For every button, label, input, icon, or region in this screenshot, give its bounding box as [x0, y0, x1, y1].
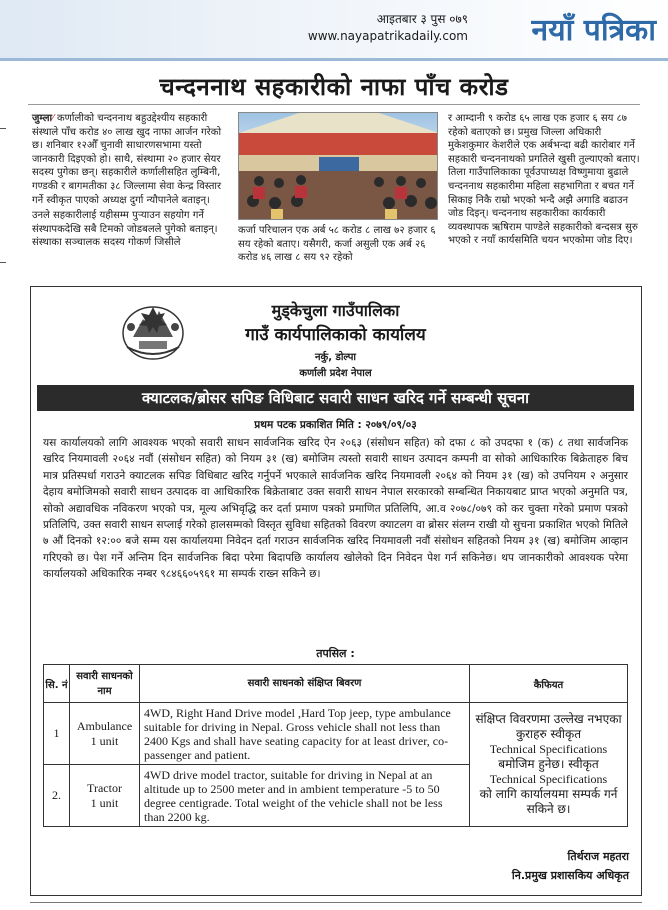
- photo-caption: कर्जा परिचालन एक अर्ब ५८ करोड ८ लाख ७२ हजार ६ सय रहेको बताए। यसैगरी, कर्जा असुली एक अर्ब २६ करोड ४६ लाख ८ सय ९२ रहेको: [238, 225, 436, 264]
- vehicle-name: Ambulance: [76, 718, 133, 733]
- details-heading: तपसिल :: [316, 647, 355, 660]
- article-paragraph: उनले सहकारीलाई यहीसम्म पुऱ्याउन सहयोग गर्ने संस्थापकदेखि सबै टिमको जोडबलले पुगेको बताइन्। संस्थाका सञ्चालक सदस्य गोकर्ण जिसीले: [32, 210, 218, 249]
- header-remarks: कैफियत: [470, 665, 628, 703]
- header-serial: सि. नं: [44, 665, 70, 703]
- province-name: कर्णाली प्रदेश नेपाल: [299, 368, 372, 379]
- header-description: सवारी साधनको संक्षिप्त बिवरण: [140, 665, 470, 703]
- article-column-1: जुम्ला⁄ कर्णालीको चन्दननाथ बहुउद्देश्यीय सहकारी संस्थाले पाँच करोड ४० लाख खुद नाफा आर्जन गरेको छ। शनिबार १२औँ चुनावी साधारणसभामा यस्तो जानकारी दिइएको हो। साथै, संस्थामा २० हजार सेयर सदस्य पुगेका छन्। सहकारीले कर्णालीसहित लुम्बिनी, गण्डकी र बागमतीका ३८ जिल्लामा सेवा केन्द्र विस्तार गर्ने स्वीकृत पाएको अध्यक्ष दुर्गा न्यौपानेले बताइन्। उनले सहकारीलाई यहीसम्म पुऱ्याउन सहयोग गर्ने संस्थापकदेखि सबै टिमको जोडबलले पुगेको बताइन्। संस्थाका सञ्चालक सदस्य गोकर्ण जिसीले: [32, 112, 228, 252]
- meeting-photo-illustration: [239, 113, 438, 220]
- remarks-text-en: Technical Specifications: [489, 772, 608, 786]
- vehicle-unit: 1 unit: [90, 795, 119, 810]
- page-bottom-rule: [30, 902, 642, 903]
- edge-mark: [0, 262, 6, 263]
- dateline: जुम्ला: [32, 113, 53, 124]
- masthead-rule: [0, 58, 668, 61]
- remarks-text-en: Technical Specifications: [489, 742, 608, 756]
- website-url: www.nayapatrikadaily.com: [307, 29, 468, 43]
- public-notice: [30, 286, 642, 896]
- article-photo: [238, 112, 438, 220]
- municipality-name: मुड्केचुला गाउँपालिका: [271, 301, 400, 320]
- article-paragraph: कर्णालीको चन्दननाथ बहुउद्देश्यीय सहकारी संस्थाले पाँच करोड ४० लाख खुद नाफा आर्जन गरेको छ। शनिबार १२औँ चुनावी साधारणसभामा यस्तो जानकारी दिइएको हो। साथै, संस्थामा २० हजार सेयर सदस्य पुगेका छन्। सहकारीले कर्णालीसहित लुम्बिनी, गण्डकी र बागमतीका ३८ जिल्लामा सेवा केन्द्र विस्तार गर्ने स्वीकृत पाएको अध्यक्ष दुर्गा न्यौपानेले बताइन्।: [32, 113, 222, 206]
- row-vehicle-name: [70, 765, 140, 827]
- row-serial: 1: [44, 703, 70, 765]
- signatory-name: तिर्थराज महतरा: [567, 850, 629, 863]
- newspaper-logo: नयाँ पत्रिका: [531, 13, 656, 48]
- vehicle-table: [43, 664, 628, 827]
- article-column-3: [448, 112, 640, 250]
- remarks-text: संक्षिप्त विवरणमा उल्लेख नभएका कुराहरु स्वीकृत: [475, 712, 622, 741]
- vehicle-unit: 1 unit: [90, 733, 119, 748]
- edge-mark: [0, 128, 6, 129]
- article-headline: चन्दननाथ सहकारीको नाफा पाँच करोड: [159, 73, 509, 101]
- office-name: गाउँ कार्यपालिकाको कार्यालय: [245, 325, 426, 345]
- signatory-title: नि.प्रमुख प्रशासकिय अधिकृत: [511, 869, 629, 882]
- table-row: [44, 703, 628, 765]
- remarks-cell: [470, 703, 628, 827]
- row-description: 4WD drive model tractor, suitable for driving in Nepal at an altitude up to 2500 meter and in ambient temperature -5 to 50 degree centigrade. Total weight of the vehicle shall not be less than 2200 kg.: [140, 765, 470, 827]
- publication-date: प्रथम पटक प्रकाशित मिति : २०७९/०९/०३: [254, 419, 417, 431]
- headline-rule: [28, 104, 640, 105]
- remarks-text: को लागि कार्यालयमा सम्पर्क गर्न सकिने छ।: [479, 787, 618, 816]
- masthead: [0, 0, 668, 58]
- row-vehicle-name: [70, 703, 140, 765]
- row-description: 4WD, Right Hand Drive model ,Hard Top jeep, type ambulance suitable for driving in Nepal. Gross vehicle shall not less than 2400 Kgs and shall have seating capacity for at least driver, co-passenger and patient.: [140, 703, 470, 765]
- vehicle-name: Tractor: [87, 780, 122, 795]
- row-serial: 2.: [44, 765, 70, 827]
- office-location: नर्कु, डोल्पा: [314, 352, 356, 363]
- notice-body: यस कार्यालयको लागि आवश्यक भएको सवारी साधन सार्वजनिक खरिद ऐन २०६३ (संसोधन सहित) को दफा ८ को उपदफा १ (क) ८ तथा सार्वजनिक खरिद नियमावली २०६४ नवौं (संसोधन सहित) को नियम ३१ (ख) बमोजिम त्यस्तो सवारी साधन उत्पादन कम्पनी वा सोको आधिकारिक बिक्रेताहरु बिच मात्र प्रतिस्पर्धा गराउने क्याटलक सपिङ विधिबाट खरिद गर्नुपर्ने भएकाले सार्वजनिक खरिद नियमावली २०६४ को नियम ३१ (ख) को उपनियम २ अनुसार देहाय बमोजिमको सवारी साधन उत्पादक वा आधिकारिक बिक्रेताबाट उक्त सवारी साधन नेपाल सरकारको सम्बन्धित निकायबाट प्राप्त भएको अनुमति पत्र, सोको अद्यावधिक नविकरण भएको पत्र, मूल्य अभिवृद्धि कर दर्ता प्रमाण पत्रको प्रमाणित प्रतिलिपि, आ.व २०७८/०७९ को कर चुक्ता गरेको प्रमाण पत्रको प्रतिलिपि, उक्त सवारी साधन सप्लाई गरेको हालसम्मको विस्तृत सुविधा सहितको विवरण क्याटलग वा ब्रोसर संलग्न राखी यो सुचना प्रकाशित भएको मितिले ७ औं दिनको १२:०० बजे सम्म यस कार्यालयमा निवेदन दर्ता गराउन सार्वजनिक खरिद नियमावली नवौं संसोधन सहितको नियम ३१ (ख) बमोजिम आव्हान गरिएको छ। पेश गर्ने अन्तिम दिन सार्वजनिक बिदा परेमा बिदापछि कार्यालय खोलेको दिन निवेदन पेश गर्न सकिनेछ। थप जानकारीको आवश्यक परेमा कार्यालयको अधिकारिक नम्बर ९८४६६०५९६१ मा सम्पर्क राख्न सकिने छ।: [43, 437, 628, 581]
- header-vehicle-name: सवारी साधनको नाम: [70, 665, 140, 703]
- issue-date: आइतबार ३ पुस ०७९: [376, 12, 468, 26]
- notice-title-banner: क्याटलक/ब्रोसर सपिङ विधिबाट सवारी साधन खरिद गर्ने सम्बन्धी सूचना: [37, 385, 634, 411]
- article-paragraph: र आम्दानी ९ करोड ६५ लाख एक हजार ६ सय ८७ रहेको बताएको छ। प्रमुख जिल्ला अधिकारी मुकेशकुमार केशरीले एक अर्बभन्दा बढी कारोबार गर्ने सहकारी चन्दननाथको प्रगतिले खुसी तुल्याएको बताए। तिला गाउँपालिकाका पूर्वउपाध्यक्ष विष्णुमाया बुढाले चन्दननाथ सहकारीमा महिला सहभागिता र बचत गर्ने सिकाइ निकै राम्रो भएको भन्दै अझै अगाडि बढाउन जोड दिइन्। चन्दननाथ सहकारीका कार्यकारी व्यवस्थापक ऋषिराम पाण्डेले सहकारीको बन्दसत्र सुरु भएको र नयाँ कार्यसमिति चयन भएकोमा जोड दिए।: [448, 113, 640, 247]
- table-header-row: [44, 665, 628, 703]
- remarks-text: बमोजिम हुनेछ। स्वीकृत: [498, 757, 599, 771]
